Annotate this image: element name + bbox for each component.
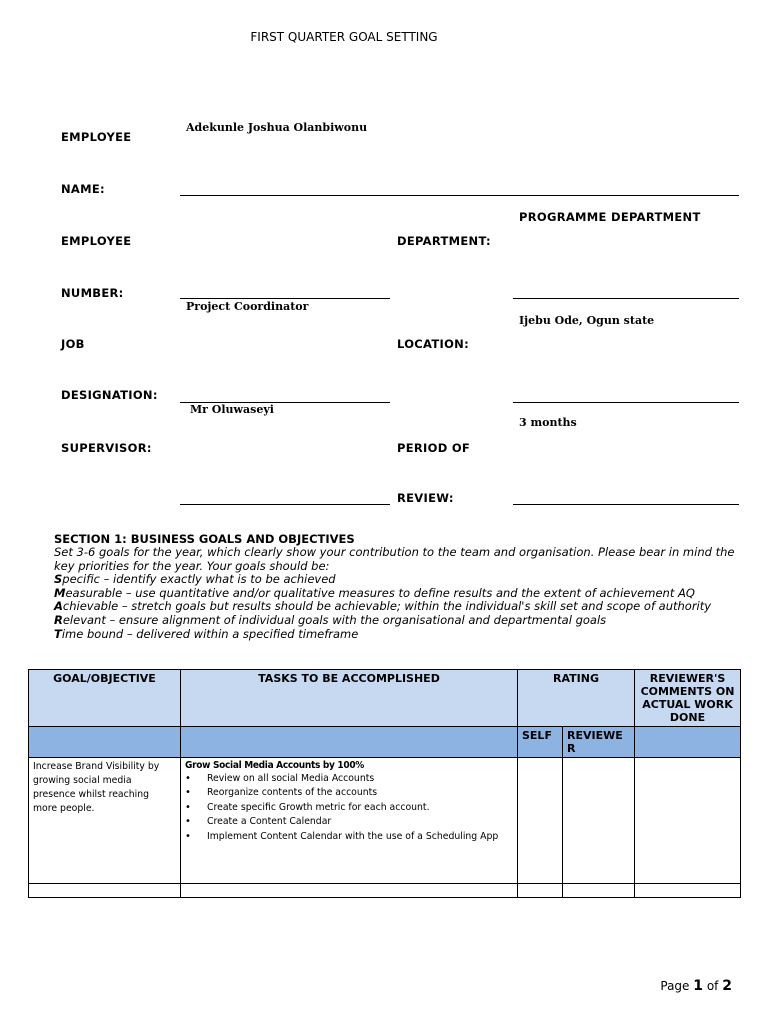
self-rating-cell[interactable]	[518, 758, 563, 884]
table-header-row	[29, 670, 741, 727]
task-item: • Review on all social Media Accounts	[185, 772, 513, 786]
smart-item-m	[54, 587, 744, 601]
smart-item-a	[54, 600, 744, 614]
task-heading: Grow Social Media Accounts by 100%	[185, 760, 365, 771]
header-goal: GOAL/OBJECTIVE	[29, 670, 181, 727]
job-designation-value: Project Coordinator	[186, 300, 309, 313]
section1	[54, 532, 744, 641]
supervisor-underline	[180, 504, 390, 505]
table-row	[29, 884, 741, 898]
section1-heading: SECTION 1: BUSINESS GOALS AND OBJECTIVES	[54, 532, 355, 546]
employee-number-label-2: NUMBER:	[61, 286, 124, 300]
supervisor-label: SUPERVISOR:	[61, 441, 152, 455]
goal-text: Increase Brand Visibility by growing social media presence whilst reaching more people.	[33, 761, 160, 814]
empty-cell[interactable]	[563, 884, 635, 898]
smart-item-t	[54, 628, 744, 642]
period-underline	[513, 504, 739, 505]
header-rating: RATING	[518, 670, 635, 727]
page-total: 2	[722, 978, 732, 994]
job-label-1: JOB	[61, 337, 85, 351]
subheader-self: SELF	[518, 727, 563, 758]
goal-cell	[29, 758, 181, 884]
location-label: LOCATION:	[397, 337, 469, 351]
employee-name-label-1: EMPLOYEE	[61, 130, 132, 144]
smart-item-s	[54, 573, 744, 587]
employee-name-underline	[180, 195, 739, 196]
page-footer	[660, 978, 732, 994]
page-current: 1	[693, 978, 704, 994]
header-comments: REVIEWER'S COMMENTS ON ACTUAL WORK DONE	[635, 670, 741, 727]
smart-text: chievable – stretch goals but results should be achievable; within the individual's skill set and scope of authority	[62, 599, 712, 614]
job-label-2: DESIGNATION:	[61, 388, 158, 402]
subheader-blank-goal	[29, 727, 181, 758]
smart-letter: A	[54, 599, 63, 614]
employee-number-underline	[180, 298, 390, 299]
department-underline	[513, 298, 739, 299]
supervisor-value: Mr Oluwaseyi	[190, 403, 274, 416]
period-label-1: PERIOD OF	[397, 441, 471, 455]
employee-number-label-1: EMPLOYEE	[61, 234, 132, 248]
location-value: Ijebu Ode, Ogun state	[519, 314, 655, 327]
goals-table	[28, 669, 741, 898]
page-prefix: Page	[660, 979, 690, 993]
employee-name-label-2: NAME:	[61, 182, 105, 196]
reviewer-rating-cell[interactable]	[563, 758, 635, 884]
task-list	[185, 772, 513, 844]
smart-letter: R	[54, 612, 63, 627]
task-item: • Create a Content Calendar	[185, 815, 513, 829]
subheader-reviewer: REVIEWE R	[563, 727, 635, 758]
section1-intro: Set 3-6 goals for the year, which clearly show your contribution to the team and organisation. Please bear in mind the key priorities for the year. Your goals should be:	[54, 545, 735, 573]
subheader-blank-comments	[635, 727, 741, 758]
reviewer-comments-cell[interactable]	[635, 758, 741, 884]
smart-letter: T	[54, 626, 62, 641]
empty-cell[interactable]	[29, 884, 181, 898]
task-item: • Reorganize contents of the accounts	[185, 786, 513, 800]
empty-cell[interactable]	[518, 884, 563, 898]
page-of: of	[706, 979, 719, 993]
smart-letter: S	[54, 572, 63, 587]
empty-cell[interactable]	[635, 884, 741, 898]
table-subheader-row	[29, 727, 741, 758]
smart-letter: M	[54, 585, 66, 600]
smart-text: easurable – use quantitative and/or qualitative measures to define results and the extent of achievement AQ	[65, 585, 695, 600]
department-label: DEPARTMENT:	[397, 234, 491, 248]
smart-text: pecific – identify exactly what is to be achieved	[62, 572, 336, 587]
subheader-blank-tasks	[181, 727, 518, 758]
smart-text: elevant – ensure alignment of individual goals with the organisational and departmental goals	[62, 612, 607, 627]
location-underline	[513, 402, 739, 403]
header-tasks: TASKS TO BE ACCOMPLISHED	[181, 670, 518, 727]
tasks-cell	[181, 758, 518, 884]
employee-name-value: Adekunle Joshua Olanbiwonu	[186, 121, 368, 134]
document-title: FIRST QUARTER GOAL SETTING	[250, 30, 438, 44]
table-row	[29, 758, 741, 884]
department-value: PROGRAMME DEPARTMENT	[519, 210, 701, 224]
smart-text: ime bound – delivered within a specified timeframe	[61, 626, 359, 641]
empty-cell[interactable]	[181, 884, 518, 898]
smart-item-r	[54, 614, 744, 628]
period-value: 3 months	[519, 416, 577, 429]
task-item: • Implement Content Calendar with the use of a Scheduling App	[185, 830, 513, 844]
period-label-2: REVIEW:	[397, 491, 454, 505]
task-item: • Create specific Growth metric for each account.	[185, 801, 513, 815]
